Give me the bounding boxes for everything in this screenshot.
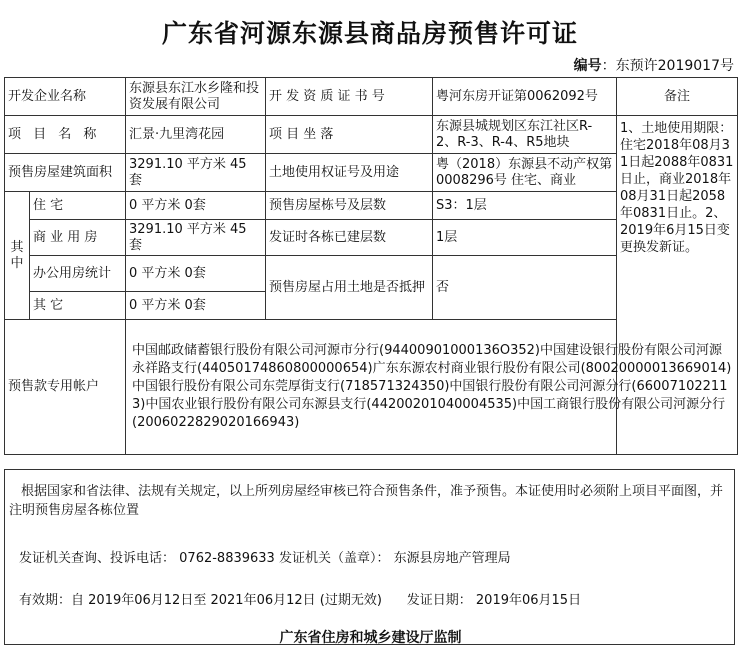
land-mortgage-label: 预售房屋占用土地是否抵押 [266, 256, 433, 320]
issuing-authority: 东源县房地产管理局 [393, 551, 511, 566]
commercial-label: 商 业 用 房 [30, 220, 126, 256]
issue-date: 2019年06月15日 [475, 593, 582, 608]
contact-phone: 0762-8839633 [179, 551, 275, 566]
built-floors-label: 发证时各栋已建层数 [266, 220, 433, 256]
project-name-label: 项 目 名 称 [5, 116, 126, 154]
office-label: 办公用房统计 [30, 256, 126, 292]
approval-declaration: 根据国家和省法律、法规有关规定，以上所列房屋经审核已符合预售条件，准予预售。本证使用时必须附上项目平面图，并注明预售房屋各栋位置 [9, 484, 724, 518]
permit-table [4, 77, 738, 455]
other-label: 其 它 [30, 292, 126, 320]
document-title: 广东省河源东源县商品房预售许可证 [161, 19, 578, 48]
presale-area-label: 预售房屋建筑面积 [5, 154, 126, 192]
presale-area-value: 3291.10 平方米 45 套 [126, 154, 266, 192]
valid-to: 2021年06月12日 [210, 593, 316, 608]
developer-value: 东源县东江水乡隆和投资发展有限公司 [126, 78, 266, 116]
project-name-value: 汇景·九里湾花园 [126, 116, 266, 154]
cert-no-label: 编号 [573, 58, 602, 74]
land-cert-value: 粤（2018）东源县不动产权第0008296号 住宅、商业 [433, 154, 617, 192]
project-location-label: 项 目 坐 落 [266, 116, 433, 154]
qualification-label: 开 发 资 质 证 书 号 [266, 78, 433, 116]
valid-from: 2019年06月12日 [88, 593, 194, 608]
building-no-value: S3：1层 [433, 192, 617, 220]
other-value: 0 平方米 0套 [126, 292, 266, 320]
escrow-accounts: 中国邮政储蓄银行股份有限公司河源市分行(94400901000136O352)中国建设银行股份有限公司河源永祥路支行(44050174860800000654)广东东源农村商业银行股份有限公司(80020000013669014)中国银行股份有限公司东莞厚街支行(718571324350)中国银行股份有限公司河源分行(660071022113)中国农业银行股份有限公司东源县支行(44200201040004535)中国工商银行股份有限公司河源分行(2006022829020166943) [126, 320, 738, 455]
breakdown-side-label: 其 中 [5, 192, 30, 320]
building-no-label: 预售房屋栋号及层数 [266, 192, 433, 220]
developer-label: 开发企业名称 [5, 78, 126, 116]
commercial-value: 3291.10 平方米 45 套 [126, 220, 266, 256]
certificate-footer [4, 469, 735, 645]
land-mortgage-value: 否 [433, 256, 617, 320]
project-location-value: 东源县城规划区东江社区R-2、R-3、R-4、R5地块 [433, 116, 617, 154]
certificate-number: 编号：东预许2019017号 [573, 58, 734, 74]
remark-label: 备注 [617, 78, 738, 116]
office-value: 0 平方米 0套 [126, 256, 266, 292]
land-cert-label: 土地使用权证号及用途 [266, 154, 433, 192]
qualification-value: 粤河东房开证第0062092号 [433, 78, 617, 116]
remark-value: 1、土地使用期限：住宅2018年08月31日起2088年0831日止，商业2018年08月31日起2058年0831日止。2、2019年6月15日变更换发新证。 [617, 116, 738, 455]
contact-line: 发证机关查询、投诉电话： 0762-8839633 发证机关（盖章）： 东源县房地产管理局 [19, 551, 511, 566]
residential-value: 0 平方米 0套 [126, 192, 266, 220]
residential-label: 住 宅 [30, 192, 126, 220]
built-floors-value: 1层 [433, 220, 617, 256]
supervising-authority: 广东省住房和城乡建设厅监制 [279, 630, 462, 646]
escrow-label: 预售款专用帐户 [5, 320, 126, 455]
cert-no-value: 东预许2019017号 [615, 58, 734, 74]
validity-line: 有效期：自 2019年06月12日至 2021年06月12日 (过期无效) 发证日期： 2019年06月15日 [19, 593, 582, 608]
